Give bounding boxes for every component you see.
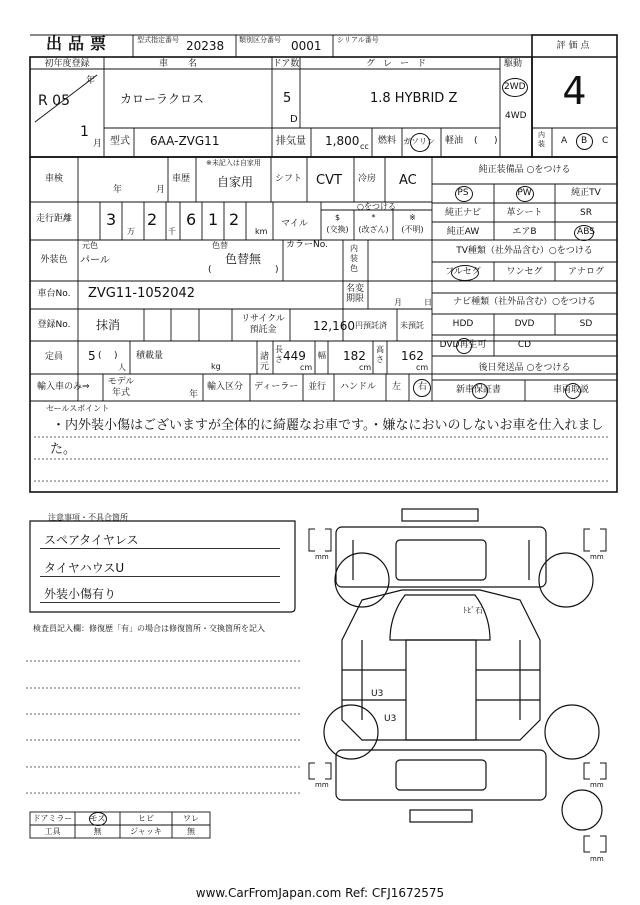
- width-label: 幅: [318, 351, 326, 360]
- first-reg-era: R 05: [38, 93, 70, 109]
- check-door-mirror-label: ドアミラー: [32, 814, 73, 823]
- model-label: 型式: [110, 136, 130, 147]
- repaint-paren-close: ): [275, 265, 279, 275]
- ac-value: AC: [399, 173, 417, 188]
- mm-spare: mm: [590, 855, 604, 863]
- navi-dvd-playable-circle: [456, 338, 472, 354]
- shift-label: シフト: [275, 174, 303, 184]
- meter-circle-note: ○をつける: [357, 202, 396, 211]
- orig-color-value: パール: [80, 255, 110, 266]
- equip-pw: PW: [517, 188, 532, 198]
- note-line-1: [40, 548, 280, 549]
- later-manual-circle: [565, 383, 581, 399]
- genuine-equipment-label: 純正装備品 ○をつける: [478, 165, 571, 175]
- inspector-label: 検査員記入欄：修復歴「有」の場合は修復箇所・交換箇所を記入: [33, 624, 265, 633]
- repaint-paren-open: (: [208, 265, 212, 275]
- light-oil-label: 軽油: [445, 136, 464, 146]
- first-reg-month-unit: 月: [93, 139, 103, 149]
- width-unit: cm: [359, 363, 372, 372]
- later-warranty-circle: [472, 383, 488, 399]
- drive-4wd: 4WD: [505, 111, 527, 121]
- mileage-label: 走行距離: [35, 214, 72, 224]
- diagram-mark-windshield: ﾄﾋﾞ石: [463, 606, 483, 615]
- car-diagram: [324, 509, 602, 830]
- capacity-unit: 人: [118, 363, 126, 372]
- class-no-label: 類別区分番号: [239, 36, 281, 44]
- meter-tamper-symbol: *: [371, 213, 376, 222]
- type-no-label: 型式指定番号: [137, 36, 179, 44]
- later-shipping-label: 後日発送品 ○をつける: [478, 363, 571, 373]
- reg-no-label: 登録No.: [37, 320, 71, 330]
- check-jack-value: 無: [187, 827, 195, 836]
- history-note: ※未記入は自家用: [206, 159, 261, 167]
- mileage-digit-1: 3: [106, 210, 117, 229]
- note-line-3: [40, 602, 280, 603]
- inspection-month-unit: 月: [156, 185, 166, 195]
- width-value: 182: [343, 349, 366, 363]
- inspection-label: 車検: [44, 174, 63, 184]
- tv-analog: アナログ: [567, 267, 604, 277]
- title-period-day: 日: [424, 298, 432, 307]
- check-jack-label: ジャッキ: [130, 827, 162, 836]
- fuel-selected-circle: [410, 133, 430, 152]
- tv-type-label: TV種類（社外品含む）○をつける: [456, 246, 593, 256]
- vehicle-name: カローラクロス: [120, 92, 205, 106]
- meter-swap-label: (交換): [326, 225, 349, 234]
- tv-fullseg-circle: [451, 265, 479, 281]
- mileage-digit-5: 2: [229, 210, 240, 229]
- navi-sd: SD: [579, 319, 593, 329]
- mileage-digit-2: 2: [147, 210, 158, 229]
- diagram-mark-u3-left: U3: [371, 689, 384, 699]
- grade-label: グレード: [365, 59, 434, 69]
- height-label: 高さ: [376, 345, 384, 364]
- tv-oneseg: ワンセグ: [506, 267, 543, 277]
- interior-selected-circle: [576, 133, 593, 150]
- later-warranty: 新車保証書: [455, 385, 501, 395]
- displacement-unit: cc: [360, 142, 369, 151]
- fuel-label: 燃料: [378, 136, 397, 146]
- ac-label: 冷房: [358, 174, 377, 184]
- model-year-unit: 年: [189, 390, 199, 400]
- check-tools-label: 工具: [44, 827, 61, 836]
- mm-front-right: mm: [590, 553, 604, 561]
- navi-hdd: HDD: [452, 319, 474, 329]
- displacement-value: 1,800: [325, 134, 360, 148]
- capacity-paren-close: ): [114, 351, 118, 361]
- mm-front-left: mm: [315, 553, 329, 561]
- load-unit: kg: [211, 362, 221, 371]
- equip-genuine-navi: 純正ナビ: [444, 208, 481, 218]
- navi-type-label: ナビ種類（社外品含む）○をつける: [453, 297, 596, 307]
- history-label: 車歴: [172, 174, 191, 184]
- diagram-mark-u3-center: U3: [384, 714, 397, 724]
- check-break: ワレ: [183, 814, 199, 823]
- mm-rear-left: mm: [315, 781, 329, 789]
- equip-abs: ABS: [577, 227, 595, 237]
- height-unit: cm: [416, 363, 429, 372]
- first-reg-label: 初年度登録: [44, 59, 90, 69]
- handle-right-circle: [413, 379, 431, 397]
- sales-point-label: セールスポイント: [46, 404, 110, 413]
- doors-value: 5: [283, 91, 292, 106]
- title-period-month-unit: 月: [394, 298, 402, 307]
- evaluation-score: 4: [562, 69, 587, 113]
- repaint-value: 色替無: [225, 252, 262, 266]
- orig-color-label: 元色: [82, 241, 98, 250]
- first-reg-month: 1: [80, 124, 89, 140]
- equip-airbag: エアB: [512, 227, 537, 237]
- history-value: 自家用: [217, 175, 254, 189]
- grade-value: 1.8 HYBRID Z: [370, 91, 458, 106]
- equip-leather-seat: 革シート: [506, 208, 543, 218]
- color-no-label: カラーNo.: [286, 240, 328, 250]
- meter-unknown-label: (不明): [401, 225, 424, 234]
- dims-label: 諸元: [260, 352, 270, 372]
- mm-rear-right: mm: [590, 781, 604, 789]
- drive-selected-circle: [502, 78, 528, 97]
- interior-option-a: A: [561, 136, 568, 146]
- chassis-value: ZVG11-1052042: [88, 286, 196, 301]
- sales-line-1: ・内外装小傷はございますが全体的に綺麗なお車です。・嫌なにおいのしないお車を仕入れまし: [52, 418, 604, 433]
- capacity-paren: (: [98, 351, 102, 361]
- handle-left: 左: [392, 382, 402, 392]
- navi-dvd: DVD: [514, 319, 535, 329]
- paren-open: (: [474, 136, 478, 146]
- equip-abs-circle: [574, 225, 594, 241]
- length-value: 449: [283, 349, 306, 363]
- model-value: 6AA-ZVG11: [150, 134, 220, 148]
- recycle-amount: 12,160: [313, 319, 355, 333]
- equip-ps-circle: [455, 186, 473, 202]
- repaint-label: 色替: [212, 241, 228, 250]
- mile-label: マイル: [281, 219, 308, 229]
- tv-fullseg: フルセグ: [445, 267, 481, 277]
- interior-color-label: 内装色: [350, 244, 358, 273]
- recycle-label: リサイクル預託金: [241, 314, 285, 335]
- load-label: 積載量: [136, 351, 164, 361]
- serial-label: シリアル番号: [337, 36, 379, 44]
- paren-close: ): [494, 136, 498, 146]
- displacement-label: 排気量: [276, 136, 306, 147]
- fuel-value: ガソリン: [403, 137, 435, 146]
- title-period-label: 名変期限: [346, 284, 365, 304]
- color-label: 外装色: [40, 255, 68, 265]
- import-label: 輸入車のみ⇒: [37, 382, 90, 392]
- check-crack: ヒビ: [138, 814, 154, 823]
- import-dealer: ディーラー: [254, 382, 299, 392]
- note-item-3: 外装小傷有り: [44, 587, 117, 601]
- interior-option-c: C: [602, 136, 609, 146]
- doors-label: ドア数: [272, 59, 300, 69]
- reg-no-value: 抹消: [96, 318, 121, 332]
- equip-ps: PS: [457, 188, 469, 198]
- length-unit: cm: [300, 363, 313, 372]
- capacity-value: 5: [88, 349, 96, 363]
- interior-option-b: B: [581, 136, 588, 146]
- interior-grade-label: 内装: [538, 131, 545, 148]
- recycle-none: 未預託: [400, 321, 424, 330]
- doors-type: D: [290, 114, 298, 125]
- sales-line-2: た。: [50, 442, 77, 457]
- model-year-label: モデル年式: [107, 377, 135, 398]
- mileage-digit-4: 1: [208, 210, 219, 229]
- mileage-digit-3: 6: [186, 210, 197, 229]
- mileage-man-unit: 万: [127, 227, 135, 236]
- later-manual: 車両取説: [552, 385, 589, 395]
- equip-genuine-aw: 純正AW: [446, 227, 480, 237]
- note-line-2: [40, 576, 280, 577]
- handle-right: 右: [418, 382, 428, 392]
- check-tools-value: 無: [93, 827, 102, 836]
- chassis-label: 車台No.: [37, 289, 71, 299]
- form-title: 出品票: [46, 34, 113, 53]
- length-label: 長さ: [275, 345, 283, 364]
- type-no: 20238: [186, 39, 225, 53]
- drive-label: 駆動: [504, 59, 523, 69]
- mileage-sen-unit: 千: [168, 227, 176, 236]
- meter-swap-symbol: $: [334, 213, 341, 222]
- first-reg-year-unit: 年: [86, 76, 96, 86]
- inspection-year-unit: 年: [113, 185, 123, 195]
- notes-label: 注意事項・不具合箇所: [48, 513, 128, 522]
- name-label: 車名: [158, 59, 217, 69]
- mileage-km-unit: km: [255, 227, 268, 236]
- handle-label: ハンドル: [340, 382, 377, 392]
- meter-tamper-label: (改ざん): [358, 225, 389, 234]
- equip-pw-circle: [516, 186, 534, 202]
- navi-dvd-playable: DVD再生可: [439, 340, 487, 350]
- evaluation-label: 評価点: [556, 41, 593, 51]
- equip-sunroof: SR: [580, 208, 592, 218]
- capacity-label: 定員: [44, 352, 63, 362]
- shift-value: CVT: [316, 173, 342, 188]
- height-value: 162: [401, 349, 424, 363]
- equip-genuine-tv: 純正TV: [571, 188, 601, 198]
- import-type-label: 輸入区分: [207, 382, 244, 392]
- note-item-2: タイヤハウスU: [44, 561, 125, 575]
- import-parallel: 並行: [308, 382, 327, 392]
- recycle-unit: 円預託済: [355, 321, 387, 330]
- check-scratch: モズ: [89, 814, 106, 823]
- check-scratch-circle: [89, 812, 107, 826]
- meter-unknown-symbol: ※: [409, 213, 416, 222]
- note-item-1: スペアタイヤレス: [44, 533, 139, 547]
- footer-reference: www.CarFromJapan.com Ref: CFJ1672575: [195, 886, 445, 900]
- class-no: 0001: [291, 39, 322, 53]
- drive-2wd: 2WD: [504, 82, 526, 92]
- navi-cd: CD: [517, 340, 532, 350]
